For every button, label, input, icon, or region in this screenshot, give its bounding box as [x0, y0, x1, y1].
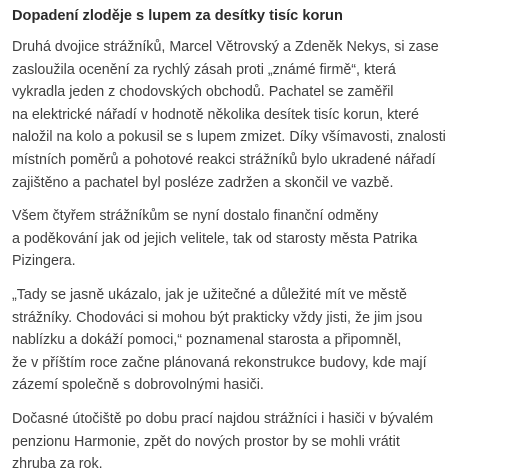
- text-line: na elektrické nářadí v hodnotě několika desítek tisíc korun, které: [12, 106, 419, 123]
- text-line: a poděkování jak od jejich velitele, tak od starosty města Patrika: [12, 230, 418, 247]
- text-line: vykradla jeden z chodovských obchodů. Pachatel se zaměřil: [12, 84, 394, 101]
- article-headline: Dopadení zloděje s lupem za desítky tisíc korun: [12, 8, 343, 24]
- article-paragraph: [12, 408, 510, 476]
- text-line: naložil na kolo a pokusil se s lupem zmizet. Díky všímavosti, znalosti: [12, 129, 446, 146]
- text-line: nablízku a dokáží pomoci,“ poznamenal starosta a připomněl,: [12, 332, 402, 349]
- text-line: Pizingera.: [12, 253, 76, 270]
- text-line: místních poměrů a pohotové reakci strážníků bylo ukradené nářadí: [12, 151, 436, 168]
- text-line: že v příštím roce začne plánovaná rekonstrukce budovy, kde mají: [12, 354, 427, 371]
- text-line: strážníky. Chodováci si mohou být prakticky vždy jisti, že jim jsou: [12, 309, 423, 326]
- text-line: Druhá dvojice strážníků, Marcel Větrovský a Zdeněk Nekys, si zase: [12, 39, 439, 55]
- text-line: zajištěno a pachatel byl posléze zadržen a skončil ve vazbě.: [12, 174, 394, 191]
- text-line: Všem čtyřem strážníkům se nyní dostalo finanční odměny: [12, 208, 379, 225]
- text-line: zasloužila ocenění za rychlý zásah proti „známé firmě“, která: [12, 61, 396, 78]
- article-paragraph: [12, 205, 510, 273]
- text-line: zázemí společně s dobrovolnými hasiči.: [12, 377, 264, 394]
- article-paragraph: [12, 36, 510, 194]
- text-line: Dočasné útočiště po dobu prací najdou strážníci i hasiči v bývalém: [12, 410, 434, 427]
- article-paragraph: [12, 284, 510, 397]
- text-line: zhruba za rok.: [12, 456, 103, 473]
- text-line: „Tady se jasně ukázalo, jak je užitečné a důležité mít ve městě: [12, 286, 407, 303]
- text-line: penzionu Harmonie, zpět do nových prostor by se mohli vrátit: [12, 433, 400, 450]
